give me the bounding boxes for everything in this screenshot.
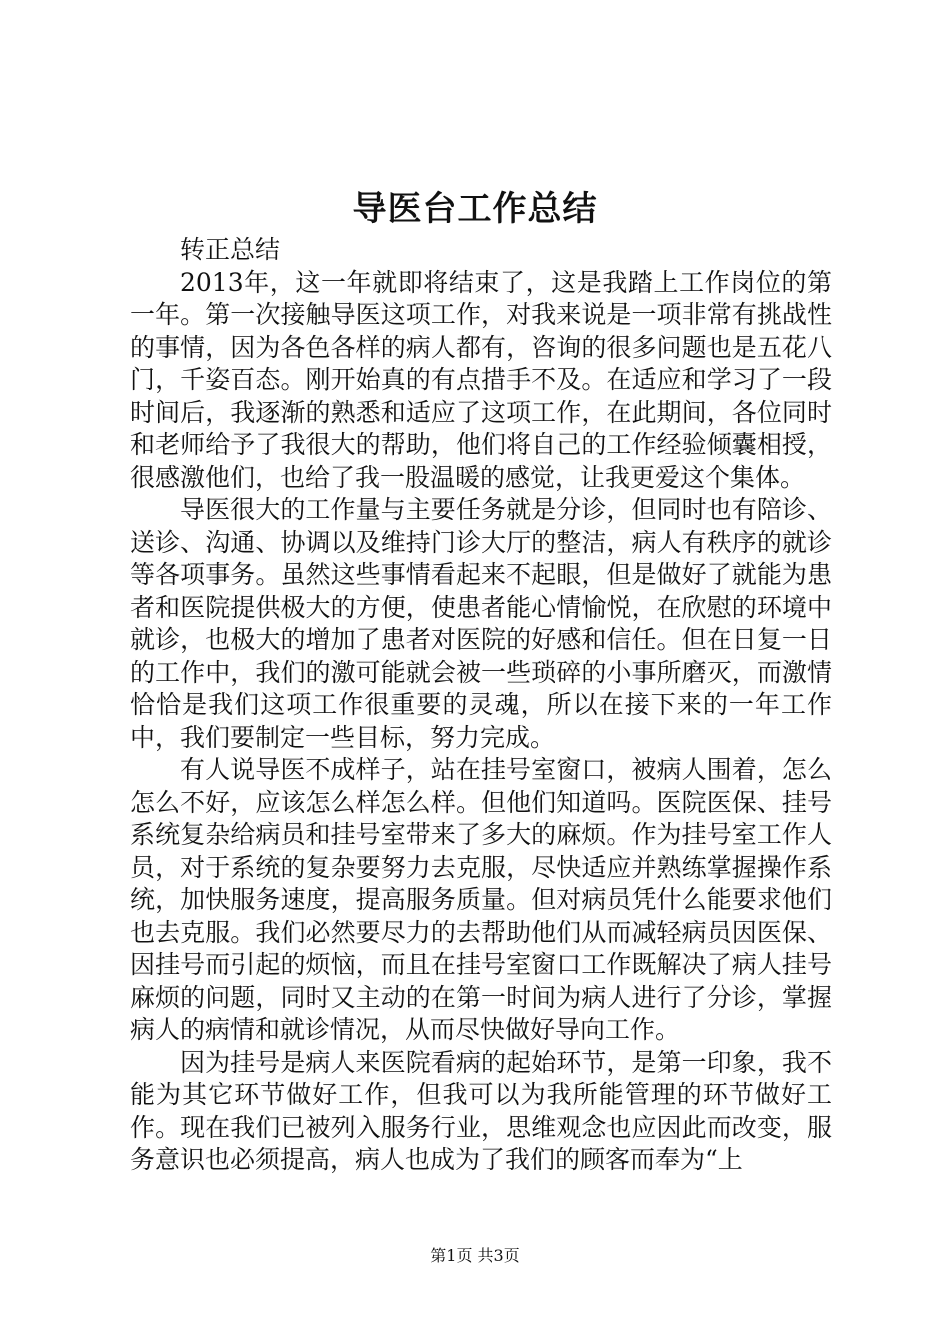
paragraph-2: 导医很大的工作量与主要任务就是分诊，但同时也有陪诊、送诊、沟通、协调以及维持门诊大厅的整洁，病人有秩序的就诊等各项事务。虽然这些事情看起来不起眼，但是做好了就能为患者和医院提供极大的方便，使患者能心情愉悦，在欣慰的环境中就诊，也极大的增加了患者对医院的好感和信任。但在日复一日的工作中，我们的激可能就会被一些琐碎的小事所磨灭，而激情恰恰是我们这项工作很重要的灵魂，所以在接下来的一年工作中，我们要制定一些目标，努力完成。 <box>130 495 832 752</box>
paragraph-1: 2013年，这一年就即将结束了，这是我踏上工作岗位的第一年。第一次接触导医这项工作，对我来说是一项非常有挑战性的事情，因为各色各样的病人都有，咨询的很多问题也是五花八门，千姿百态。刚开始真的有点措手不及。在适应和学习了一段时间后，我逐渐的熟悉和适应了这项工作，在此期间，各位同时和老师给予了我很大的帮助，他们将自己的工作经验倾囊相授，很感激他们，也给了我一股温暖的感觉，让我更爱这个集体。 <box>130 267 832 492</box>
document-title: 导医台工作总结 <box>352 189 598 229</box>
document-body <box>130 234 832 1177</box>
document-subtitle: 转正总结 <box>180 235 281 264</box>
paragraph-3: 有人说导医不成样子，站在挂号室窗口，被病人围着，怎么怎么不好，应该怎么样怎么样。但他们知道吗。医院医保、挂号系统复杂给病员和挂号室带来了多大的麻烦。作为挂号室工作人员，对于系统的复杂要努力去克服，尽快适应并熟练掌握操作系统，加快服务速度，提高服务质量。但对病员凭什么能要求他们也去克服。我们必然要尽力的去帮助他们从而减轻病员因医保、因挂号而引起的烦恼，而且在挂号室窗口工作既解决了病人挂号麻烦的问题，同时又主动的在第一时间为病人进行了分诊，掌握病人的病情和就诊情况，从而尽快做好导向工作。 <box>130 755 832 1044</box>
paragraph-4: 因为挂号是病人来医院看病的起始环节，是第一印象，我不能为其它环节做好工作，但我可以为我所能管理的环节做好工作。现在我们已被列入服务行业，思维观念也应因此而改变，服务意识也必须提高，病人也成为了我们的顾客而奉为“上 <box>130 1047 832 1174</box>
page-number-footer: 第1页 共3页 <box>430 1246 520 1265</box>
